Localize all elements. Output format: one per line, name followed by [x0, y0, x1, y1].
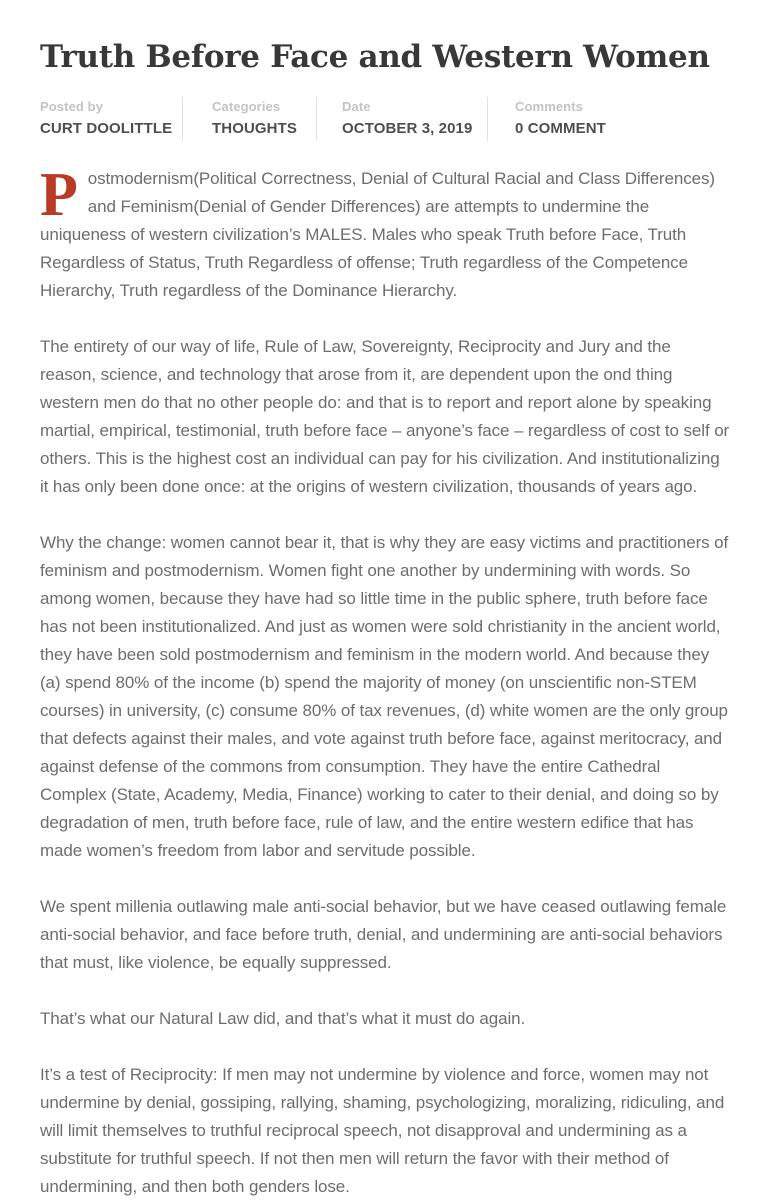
article-body — [40, 161, 730, 1201]
page-title: Truth Before Face and Western Women — [40, 39, 710, 75]
paragraph-3: Why the change: women cannot bear it, that is why they are easy victims and practitioners of feminism and postmodernism. Women fight one another by undermining with words. So among women, because they have had so little time in the public sphere, truth before face has not been institutionalized. And just as women were sold christianity in the ancient world, they have been sold postmodernism and feminism in the modern world. And because they (a) spend 80% of the income (b) spend the majority of money (on unscientific non-STEM courses) in university, (c) consume 80% of tax revenues, (d) white women are the only group that defects against their males, and vote against truth before face, against meritocracy, and against defense of the commons from consumption. They have the entire Cathedral Complex (State, Academy, Media, Finance) working to cater to their denial, and doing so by degradation of men, truth before face, rule of law, and the entire western edifice that has made women’s freedom from labor and servitude possible. — [40, 533, 729, 860]
drop-cap: P — [40, 161, 78, 229]
paragraph-4: We spent millenia outlawing male anti-social behavior, but we have ceased outlawing female anti-social behavior, and face before truth, denial, and undermining are anti-social behaviors that must, like violence, be equally suppressed. — [40, 897, 727, 972]
meta-date — [317, 97, 488, 141]
meta-comments — [488, 97, 729, 141]
meta-categories-label: Categories — [212, 99, 281, 114]
meta-posted-by-label: Posted by — [40, 99, 104, 114]
paragraph-1 — [40, 161, 730, 305]
paragraph-5: That’s what our Natural Law did, and that’s what it must do again. — [40, 1009, 526, 1028]
meta-posted-by — [40, 97, 183, 141]
post-meta-bar — [40, 97, 729, 141]
meta-date-value: OCTOBER 3, 2019 — [342, 120, 473, 137]
meta-category-link[interactable]: THOUGHTS — [212, 120, 297, 137]
meta-date-label: Date — [342, 99, 371, 114]
meta-comments-link[interactable]: 0 COMMENT — [515, 120, 606, 137]
meta-comments-label: Comments — [515, 99, 583, 114]
paragraph-2: The entirety of our way of life, Rule of Law, Sovereignty, Reciprocity and Jury and the reason, science, and technology that arose from it, are dependent upon the ond thing western men do that no other people do: and that is to report and report alone by speaking martial, empirical, testimonial, truth before face – anyone’s face – regardless of cost to self or others. This is the highest cost an individual can pay for his civilization. And institutionalizing it has only been done once: at the origins of western civilization, thousands of years ago. — [40, 337, 730, 496]
meta-author-link[interactable]: CURT DOOLITTLE — [40, 120, 173, 137]
paragraph-1-text: ostmodernism(Political Correctness, Denial of Cultural Racial and Class Differences) and Feminism(Denial of Gender Differences) are attempts to undermine the uniqueness of western civilization’s MALES. Males who speak Truth before Face, Truth Regardless of Status, Truth Regardless of offense; Truth regardless of the Competence Hierarchy, Truth regardless of the Dominance Hierarchy. — [40, 169, 715, 300]
paragraph-6: It’s a test of Reciprocity: If men may not undermine by violence and force, women may not undermine by denial, gossiping, rallying, shaming, psychologizing, moralizing, ridiculing, and will limit themselves to truthful reciprocal speech, not disapproval and undermining as a substitute for truthful speech. If not then men will return the favor with their method of undermining, and then both genders lose. — [40, 1065, 725, 1196]
meta-categories — [183, 97, 317, 141]
